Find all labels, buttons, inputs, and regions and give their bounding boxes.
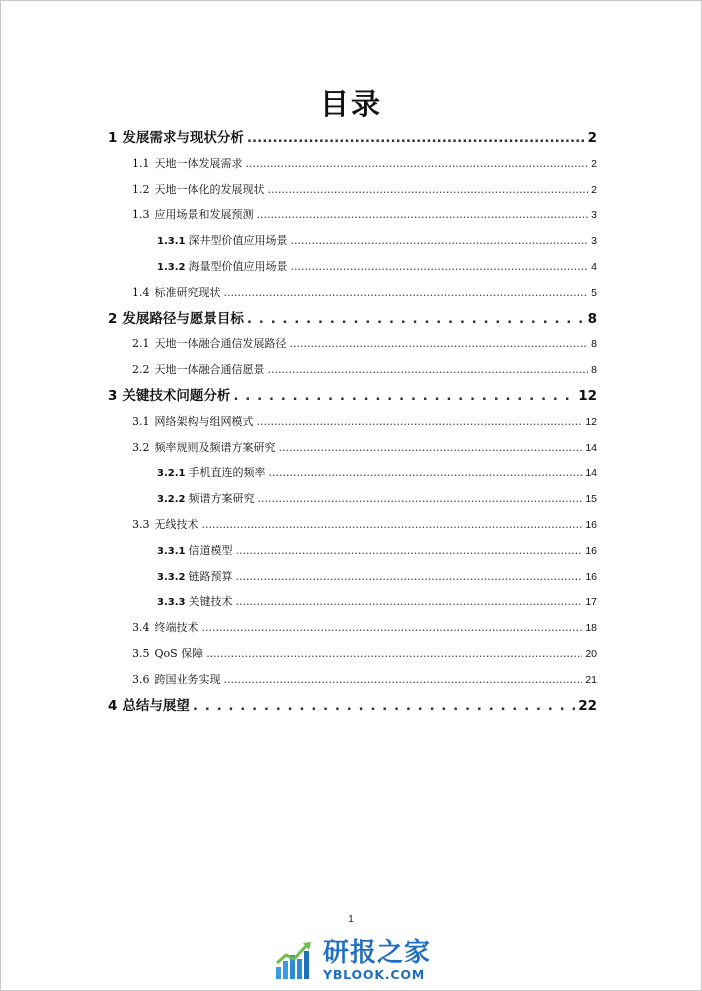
toc-entry-1-2[interactable] <box>132 179 597 201</box>
toc-entry-number: 3.2.2 <box>157 494 186 506</box>
toc-entry-1-3-2[interactable] <box>157 256 597 278</box>
toc-entry-page: 12 <box>578 388 597 404</box>
toc-entry-page: 17 <box>585 596 597 609</box>
logo-name-en: YBLOOK.COM <box>323 967 426 983</box>
toc-entry-3-3[interactable] <box>132 514 597 536</box>
toc-entry-page: 4 <box>591 261 597 273</box>
toc-entry-title: 链路预算 <box>188 569 233 583</box>
toc-entry-page: 2 <box>587 130 597 146</box>
toc-entry-page: 8 <box>591 364 597 377</box>
toc-dot-leader <box>257 204 589 226</box>
site-logo <box>273 936 431 986</box>
toc-entry-title: 终端技术 <box>154 621 199 635</box>
toc-entry-1-3-1[interactable] <box>157 230 597 252</box>
toc-entry-page: 5 <box>591 286 597 299</box>
toc-entry-title: QoS 保障 <box>154 647 204 660</box>
toc-entry-3-3-2[interactable] <box>157 566 597 588</box>
toc-entry-title: 天地一体发展需求 <box>154 156 243 170</box>
toc-entry-page: 14 <box>585 467 597 480</box>
logo-name-cn: 研报之家 <box>323 938 432 969</box>
toc-entry-title: 海量型价值应用场景 <box>188 260 288 273</box>
toc-entry-page: 14 <box>585 441 597 454</box>
toc-entry-3-2-2[interactable] <box>157 488 597 510</box>
toc-entry-title: 手机直连的频率 <box>188 466 266 480</box>
toc-entry-title: 总结与展望 <box>122 697 190 714</box>
toc-entry-number: 1.1 <box>132 156 150 170</box>
toc-entry-title: 频谱方案研究 <box>188 492 255 506</box>
toc-entry-2-1[interactable] <box>132 333 597 355</box>
toc-dot-leader <box>290 333 589 355</box>
toc-dot-leader <box>202 617 583 639</box>
toc-entry-3-1[interactable] <box>132 411 597 433</box>
toc-entry-page: 12 <box>585 415 597 428</box>
toc-entry-3-3-1[interactable] <box>157 540 597 562</box>
toc-entry-number: 3.2.1 <box>157 468 186 480</box>
toc-entry-title: 标准研究现状 <box>154 285 221 299</box>
toc-entry-title: 发展路径与愿景目标 <box>122 310 244 327</box>
toc-entry-number: 3.2 <box>132 440 150 454</box>
toc-entry-page: 2 <box>591 157 597 170</box>
toc-entry-number: 3.1 <box>132 414 150 428</box>
toc-entry-number: 1.3 <box>132 208 150 222</box>
toc-entry-number: 3.5 <box>132 647 150 660</box>
toc-dot-leader <box>206 643 582 665</box>
toc-dot-leader <box>268 359 589 381</box>
toc-dot-leader <box>290 230 588 252</box>
toc-entry-title: 信道模型 <box>188 543 233 557</box>
toc-entry-page: 2 <box>591 183 597 196</box>
toc-entry-title: 深井型价值应用场景 <box>188 234 288 248</box>
toc-dot-leader <box>247 127 585 149</box>
toc-dot-leader <box>268 179 589 201</box>
toc-dot-leader <box>257 488 582 510</box>
toc-dot-leader <box>290 256 588 278</box>
toc-entry-title: 跨国业务实现 <box>154 672 221 686</box>
toc-dot-leader <box>233 385 575 407</box>
toc-entry-page: 15 <box>585 493 597 506</box>
toc-entry-3-5[interactable] <box>132 643 597 665</box>
toc-entry-title: 关键技术 <box>188 595 233 609</box>
toc-entry-number: 1.4 <box>132 285 150 299</box>
page-number: 1 <box>348 914 354 925</box>
toc-entry-page: 3 <box>591 235 597 248</box>
toc-entry-3-2-1[interactable] <box>157 462 597 484</box>
toc-entry-number: 3 <box>108 388 118 404</box>
toc-entry-3[interactable] <box>108 385 597 407</box>
toc-dot-leader <box>235 540 582 562</box>
toc-entry-page: 21 <box>585 673 597 686</box>
toc-dot-leader <box>235 591 582 613</box>
toc-entry-title: 天地一体融合通信发展路径 <box>154 337 287 351</box>
toc-entry-4[interactable] <box>108 695 597 717</box>
toc-entry-page: 16 <box>585 570 597 583</box>
toc-entry-number: 1.2 <box>132 182 150 196</box>
toc-entry-3-4[interactable] <box>132 617 597 639</box>
toc-entry-title: 关键技术问题分析 <box>122 388 231 404</box>
toc-entry-title: 应用场景和发展预测 <box>154 208 254 222</box>
toc-entry-title: 天地一体化的发展现状 <box>154 182 265 196</box>
toc-entry-number: 1.3.1 <box>157 236 186 248</box>
toc-entry-number: 4 <box>108 697 118 714</box>
toc-entry-2-2[interactable] <box>132 359 597 381</box>
toc-entry-1-3[interactable] <box>132 204 597 226</box>
toc-entry-number: 3.3.1 <box>157 545 186 557</box>
page-title: 目录 <box>319 87 382 121</box>
toc-entry-3-2[interactable] <box>132 437 597 459</box>
toc-dot-leader <box>257 411 583 433</box>
toc-dot-leader <box>193 695 575 717</box>
toc-entry-title: 天地一体融合通信愿景 <box>154 363 265 377</box>
toc-entry-page: 8 <box>587 310 597 327</box>
toc-entry-number: 1 <box>108 130 118 146</box>
toc-dot-leader <box>202 514 583 536</box>
toc-entry-title: 网络架构与组网模式 <box>154 414 254 428</box>
bar-chart-logo-icon <box>273 939 317 983</box>
toc-entry-page: 18 <box>585 622 597 635</box>
toc-entry-2[interactable] <box>108 308 597 330</box>
toc-entry-title: 发展需求与现状分析 <box>122 130 244 146</box>
toc-dot-leader <box>247 308 585 330</box>
toc-entry-1-1[interactable] <box>132 153 597 175</box>
toc-entry-3-3-3[interactable] <box>157 591 597 613</box>
toc-entry-page: 8 <box>591 338 597 351</box>
toc-entry-page: 3 <box>591 209 597 222</box>
toc-dot-leader <box>235 566 582 588</box>
toc-entry-number: 3.3.3 <box>157 597 186 609</box>
toc-dot-leader <box>224 282 589 304</box>
toc-dot-leader <box>279 437 583 459</box>
toc-entry-number: 3.3 <box>132 518 150 531</box>
toc-dot-leader <box>224 669 583 691</box>
toc-entry-page: 20 <box>585 648 597 660</box>
toc-entry-page: 22 <box>578 697 597 714</box>
toc-entry-number: 3.6 <box>132 672 150 686</box>
toc-entry-page: 16 <box>585 519 597 531</box>
toc-entry-number: 2.2 <box>132 363 150 377</box>
toc-dot-leader <box>268 462 582 484</box>
toc-entry-number: 3.4 <box>132 621 150 635</box>
toc-entry-1-4[interactable] <box>132 282 597 304</box>
toc-entry-number: 3.3.2 <box>157 571 186 583</box>
toc-entry-1[interactable] <box>108 127 597 149</box>
toc-entry-title: 无线技术 <box>154 518 199 531</box>
toc-entry-page: 16 <box>585 544 597 557</box>
toc-entry-number: 2.1 <box>132 337 150 351</box>
toc-entry-number: 2 <box>108 310 118 327</box>
toc-entry-3-6[interactable] <box>132 669 597 691</box>
toc-entry-number: 1.3.2 <box>157 262 186 273</box>
toc-dot-leader <box>246 153 589 175</box>
toc-entry-title: 频率规则及频谱方案研究 <box>154 440 276 454</box>
